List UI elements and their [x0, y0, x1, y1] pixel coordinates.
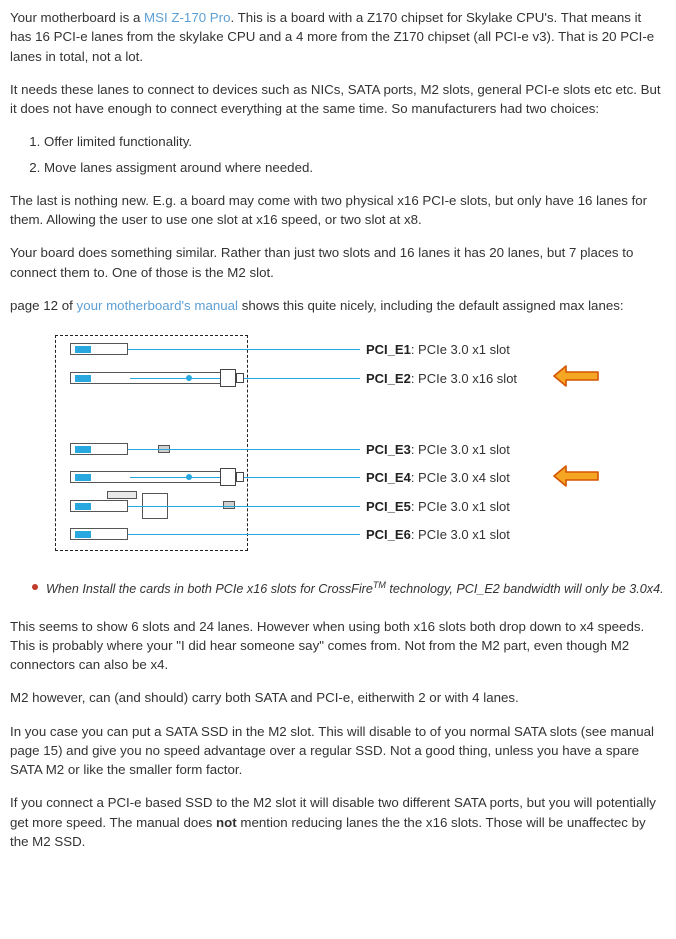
bullet-icon: [32, 584, 38, 590]
paragraph-pcie-ssd-text-b: mention reducing lanes the the x16 slots. Those will be unaffectec by the M2 SSD.: [10, 814, 646, 850]
crossfire-note-text-b: technology, PCI_E2 bandwidth will only be 3.0x4.: [385, 582, 664, 597]
annotation-arrow-pci-e4: [552, 463, 600, 489]
slot-notch: [75, 375, 91, 382]
annotation-arrow-pci-e2: [552, 363, 600, 389]
paragraph-sata-ssd: In you case you can put a SATA SSD in the M2 slot. This will disable to of you normal SATA slots (see manual page 15) and give you no speed advantage over a regular SSD. Not a good thing, unless you have a spare SATA M2 or like the smaller form factor.: [10, 723, 654, 778]
slot-notch: [75, 503, 91, 510]
slot-desc-pci-e3: : PCIe 3.0 x1 slot: [410, 442, 510, 458]
paragraph-m2-lanes: M2 however, can (and should) carry both SATA and PCI-e, eitherwith 2 or with 4 lanes.: [10, 690, 519, 706]
slot-id-pci-e1: PCI_E1: [366, 342, 411, 358]
slot-notch: [75, 446, 91, 453]
slot-id-pci-e2: PCI_E2: [366, 371, 411, 387]
slot-notch: [75, 531, 91, 538]
paragraph-manual-text-a: page 12 of: [10, 297, 77, 313]
trace-line-pci-e2-left: [130, 378, 220, 379]
diagram-label-pci-e1: [366, 341, 510, 359]
bracket-pci-e4: [220, 468, 236, 486]
slot-graphic-pci-e6: [70, 528, 128, 540]
paragraph-pcie-ssd-emphasis: not: [216, 814, 237, 830]
slot-id-pci-e4: PCI_E4: [366, 470, 411, 486]
bracket-pci-e2: [220, 369, 236, 387]
slot-graphic-pci-e3: [70, 443, 128, 455]
trace-line-pci-e3: [128, 449, 360, 450]
list-item: 2. Move lanes assigment around where needed.: [44, 158, 664, 177]
msi-board-link[interactable]: MSI Z-170 Pro: [144, 10, 231, 25]
diagram-label-pci-e6: [366, 526, 510, 544]
diagram-label-pci-e3: [366, 441, 510, 459]
manufacturer-choices-list: [10, 132, 664, 177]
slot-id-pci-e3: PCI_E3: [366, 442, 411, 458]
crossfire-note-text-a: When Install the cards in both PCIe x16 slots for CrossFire: [46, 582, 373, 597]
slot-notch: [75, 346, 91, 353]
diagram-label-pci-e4: [366, 469, 510, 487]
diagram-label-pci-e2: [366, 370, 517, 388]
paragraph-your-board: Your board does something similar. Rather than just two slots and 16 lanes it has 20 lanes, but 7 places to connect them to. One of those is the M2 slot.: [10, 245, 634, 280]
crossfire-note: [10, 579, 664, 598]
trace-line-pci-e4-right: [244, 477, 360, 478]
slot-graphic-pci-e1: [70, 343, 128, 355]
paragraph-intro-text-a: Your motherboard is a: [10, 10, 145, 25]
list-item: 1. Offer limited functionality.: [44, 132, 664, 151]
paragraph-nothing-new: The last is nothing new. E.g. a board may come with two physical x16 PCI-e slots, but only have 16 lanes for them. Allowing the user to use one slot at x16 speed, or two slot at x8.: [10, 192, 648, 228]
paragraph-pcie-ssd: [10, 793, 664, 851]
trace-line-pci-e5: [128, 506, 360, 507]
paragraph-pcie-ssd-text-a: If you connect a PCI-e based SSD to the M2 slot it will disable two different SATA ports, but you will potentially get more speed. The manual does: [10, 795, 656, 830]
crossfire-note-trademark: TM: [372, 580, 386, 591]
slot-desc-pci-e5: : PCIe 3.0 x1 slot: [410, 499, 510, 515]
bracket-pci-e2-tip: [236, 373, 244, 383]
trace-line-pci-e4-left: [130, 477, 220, 478]
bracket-pci-e4-tip: [236, 472, 244, 482]
diagram-label-pci-e5: [366, 498, 510, 516]
slot-desc-pci-e4: : PCIe 3.0 x4 slot: [410, 470, 510, 486]
slot-notch: [75, 474, 91, 481]
paragraph-manual-page: [10, 296, 664, 315]
slot-desc-pci-e2: : PCIe 3.0 x16 slot: [410, 371, 518, 387]
slot-graphic-pci-e5: [70, 500, 128, 512]
paragraph-lanes-need: It needs these lanes to connect to devices such as NICs, SATA ports, M2 slots, general PCI-e slots etc etc. But it does not have enough to connect everything at the same time. So manufacturers had two choices:: [10, 81, 661, 117]
paragraph-lanes-summary: This seems to show 6 slots and 24 lanes. However when using both x16 slots both drop down to x4 speeds. This is probably where your "I did hear someone say" comes from. Not from the M2 part, even though M2 connectors can also be x4.: [10, 618, 645, 673]
chip-marker-b: [107, 491, 137, 499]
paragraph-intro: [10, 8, 664, 66]
slot-desc-pci-e1: : PCIe 3.0 x1 slot: [410, 342, 510, 358]
slot-id-pci-e6: PCI_E6: [366, 527, 411, 543]
chip-marker-c: [223, 501, 235, 509]
slot-id-pci-e5: PCI_E5: [366, 499, 411, 515]
motherboard-manual-link[interactable]: your motherboard's manual: [76, 297, 238, 313]
trace-line-pci-e2-right: [244, 378, 360, 379]
paragraph-manual-text-b: shows this quite nicely, including the default assigned max lanes:: [238, 297, 624, 313]
trace-line-pci-e6: [128, 534, 360, 535]
pcie-slot-diagram: [10, 329, 670, 569]
trace-line-pci-e1: [128, 349, 360, 350]
paragraph-intro-text-b: . This is a board with a Z170 chipset for Skylake CPU's. That means it has 16 PCI-e lanes from the skylake CPU and a 4 more from the Z170 chipset (all PCI-e v3). That is 20 PCI-e lanes in total, not a lot.: [10, 10, 655, 64]
slot-desc-pci-e6: : PCIe 3.0 x1 slot: [410, 527, 510, 543]
